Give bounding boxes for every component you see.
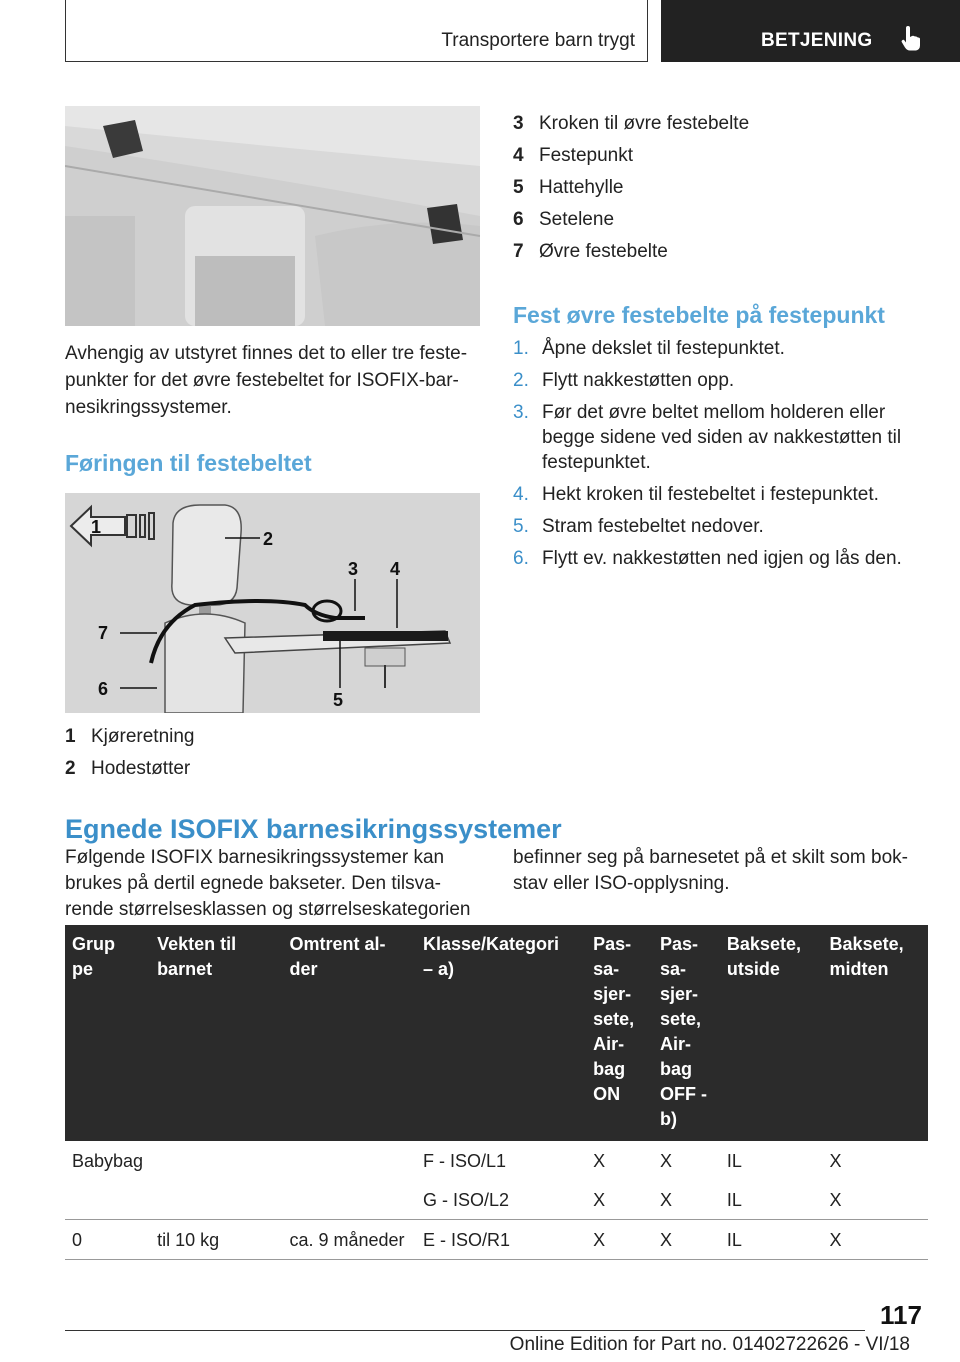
isofix-para-right: befinner seg på barnesetet på et skilt som bok- stav eller ISO-opplysning. bbox=[513, 847, 909, 894]
th-group: Grup pe bbox=[65, 925, 150, 1141]
legend-item: 5 Hattehylle bbox=[513, 177, 624, 198]
diagram-label-7: 7 bbox=[98, 623, 109, 643]
hand-pointer-icon bbox=[901, 26, 923, 52]
legend-item: 2 Hodestøtter bbox=[65, 758, 191, 779]
procedure-step: 6. Flytt ev. nakkestøtten ned igjen og lås den. bbox=[513, 548, 902, 569]
th-weight: Vekten til barnet bbox=[150, 925, 282, 1141]
th-age: Omtrent al- der bbox=[282, 925, 416, 1141]
header-chapter-box bbox=[661, 0, 960, 62]
th-rear-middle: Baksete, midten bbox=[823, 925, 928, 1141]
rear-shelf-photo bbox=[65, 106, 480, 326]
legend-item: 7 Øvre festebelte bbox=[513, 241, 668, 262]
legend-item: 6 Setelene bbox=[513, 209, 615, 230]
page-number: 117 bbox=[880, 1300, 922, 1330]
th-class: Klasse/Kategori – a) bbox=[416, 925, 586, 1141]
header-section-box bbox=[65, 0, 648, 62]
legend-right bbox=[513, 108, 749, 268]
footer-edition: Online Edition for Part no. 01402722626 - VI/18 bbox=[509, 1334, 910, 1355]
diagram-label-1: 1 bbox=[91, 517, 102, 537]
procedure-step: 2. Flytt nakkestøtten opp. bbox=[513, 370, 735, 391]
th-rear-outer: Baksete, utside bbox=[720, 925, 823, 1141]
table-row: G - ISO/L2 X X IL X bbox=[65, 1180, 928, 1220]
diagram-label-2: 2 bbox=[263, 529, 274, 549]
diagram-label-6: 6 bbox=[98, 679, 109, 699]
header-chapter-title: BETJENING bbox=[761, 30, 873, 51]
table-row: 0 til 10 kg ca. 9 måneder E - ISO/R1 X X IL X bbox=[65, 1220, 928, 1260]
th-passenger-airbag-on: Pas- sa- sjer- sete, Air- bag ON bbox=[586, 925, 653, 1141]
diagram-label-3: 3 bbox=[348, 559, 359, 579]
table-header-row bbox=[65, 925, 928, 1141]
legend-item: 3 Kroken til øvre festebelte bbox=[513, 113, 750, 134]
routing-diagram bbox=[65, 493, 480, 713]
isofix-table-wrap bbox=[65, 925, 928, 1260]
table-row: Babybag F - ISO/L1 X X IL X bbox=[72, 1151, 842, 1171]
diagram-label-4: 4 bbox=[390, 559, 401, 579]
isofix-heading: Egnede ISOFIX barnesikringssystemer bbox=[65, 814, 562, 844]
procedure-step: 5. Stram festebeltet nedover. bbox=[513, 516, 764, 537]
procedure-step: 1. Åpne dekslet til festepunktet. bbox=[513, 338, 785, 359]
th-passenger-airbag-off: Pas- sa- sjer- sete, Air- bag OFF - b) bbox=[653, 925, 720, 1141]
footer-divider bbox=[65, 1330, 865, 1331]
isofix-table bbox=[65, 925, 928, 1260]
header-section-title: Transportere barn trygt bbox=[441, 30, 635, 51]
intro-paragraph: Avhengig av utstyret finnes det to eller tre feste- punkter for det øvre festebeltet for ISOFIX-bar- nesikringssystemer. bbox=[65, 343, 468, 418]
legend-left bbox=[65, 721, 195, 785]
legend-item: 4 Festepunkt bbox=[513, 145, 633, 166]
procedure-step: 4. Hekt kroken til festebeltet i festepunktet. bbox=[513, 484, 879, 505]
procedure-step: 3. Før det øvre beltet mellom holderen eller begge sidene ved siden av nakkestøtten til festepunktet. bbox=[513, 402, 902, 473]
legend-item: 1 Kjøreretning bbox=[65, 726, 195, 747]
diagram-label-5: 5 bbox=[333, 690, 344, 710]
routing-heading: Føringen til festebeltet bbox=[65, 450, 312, 476]
isofix-para-left: Følgende ISOFIX barnesikringssystemer kan brukes på dertil egnede bakseter. Den tilsva- rende størrelsesklassen og størrelseskategorien bbox=[65, 847, 471, 920]
procedure-heading: Fest øvre festebelte på festepunkt bbox=[513, 302, 885, 328]
